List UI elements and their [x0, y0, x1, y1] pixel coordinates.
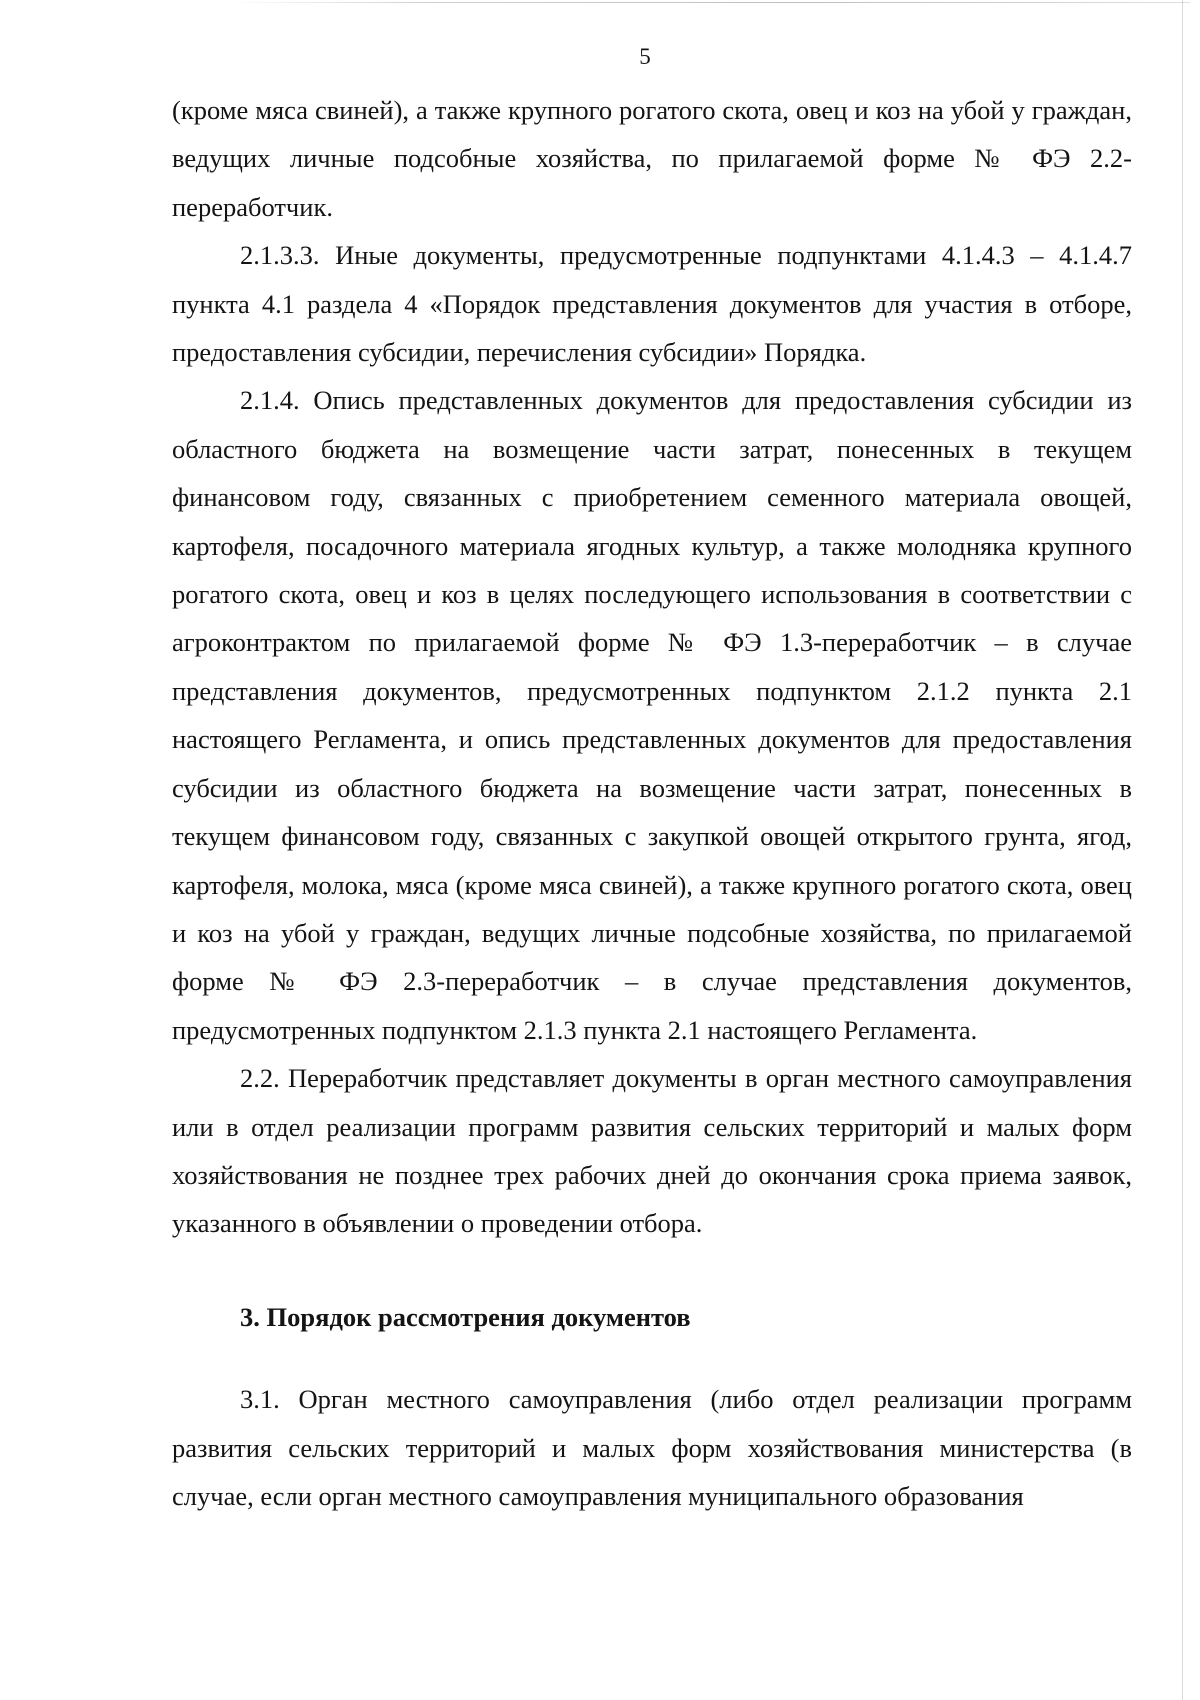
- paragraph-3-1: 3.1. Орган местного самоуправления (либо отдел реализации программ развития сельских территорий и малых форм хозяйствования министерства (в случае, если орган местного самоуправления муниципального образования: [172, 1384, 1132, 1511]
- paragraph-2-1-4: 2.1.4. Опись представленных документов для предоставления субсидии из областного бюджета на возмещение части затрат, понесенных в текущем финансовом году, связанных с приобретением семенного материала овощей, картофеля, посадочного материала ягодных культур, а также молодняка крупного рогатого скота, овец и коз в целях последующего использования в соответствии с агроконтрактом по прилагаемой форме № ФЭ 1.3-переработчик – в случае представления документов, предусмотренных подпунктом 2.1.2 пункта 2.1 настоящего Регламента, и опись представленных документов для предоставления субсидии из областного бюджета на возмещение части затрат, понесенных в текущем финансовом году, связанных с закупкой овощей открытого грунта, ягод, картофеля, молока, мяса (кроме мяса свиней), а также крупного рогатого скота, овец и коз на убой у граждан, ведущих личные подсобные хозяйства, по прилагаемой форме № ФЭ 2.3-переработчик – в случае представления документов, предусмотренных подпунктом 2.1.3 пункта 2.1 настоящего Регламента.: [172, 385, 1132, 1045]
- scan-top-edge: [230, 2, 1190, 3]
- page-number: 5: [639, 44, 651, 69]
- section-heading: 3. Порядок рассмотрения документов: [240, 1301, 691, 1332]
- scan-right-edge: [1182, 0, 1183, 1700]
- paragraph-continuation: (кроме мяса свиней), а также крупного рогатого скота, овец и коз на убой у граждан, ведущих личные подсобные хозяйства, по прилагаемой форме № ФЭ 2.2-переработчик.: [172, 95, 1132, 222]
- body-text: [172, 86, 1132, 1520]
- paragraph-2-2: 2.2. Переработчик представляет документы в орган местного самоуправления или в отдел реализации программ развития сельских территорий и малых форм хозяйствования не позднее трех рабочих дней до окончания срока приема заявок, указанного в объявлении о проведении отбора.: [172, 1063, 1132, 1239]
- paragraph-2-1-3-3: 2.1.3.3. Иные документы, предусмотренные подпунктами 4.1.4.3 – 4.1.4.7 пункта 4.1 раздела 4 «Порядок представления документов для участия в отборе, предоставления субсидии, перечисления субсидии» Порядка.: [172, 240, 1132, 368]
